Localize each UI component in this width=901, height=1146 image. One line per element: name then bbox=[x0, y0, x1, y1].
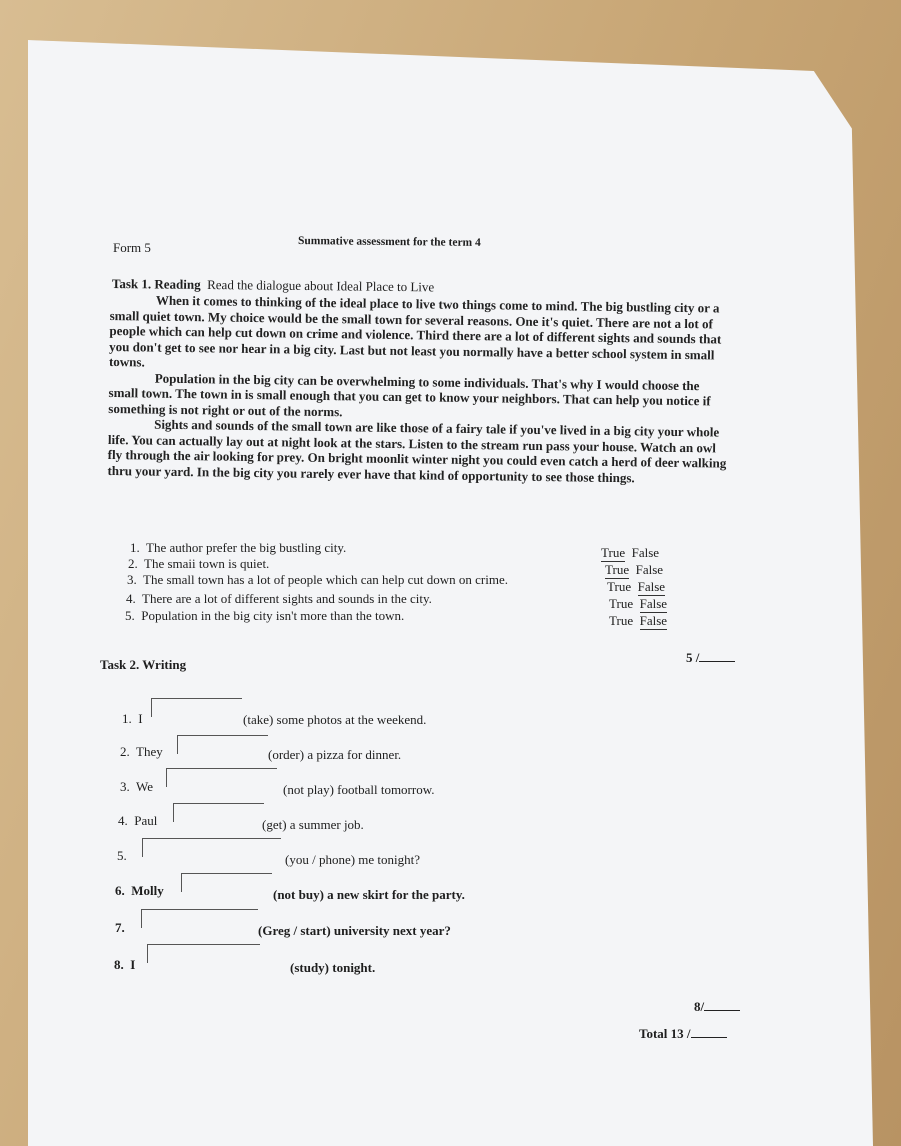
reading-paragraph-2: Population in the big city can be overwhelming to some individuals. That's why I would choose the small town. The town in is small enough that you can get to know your neighbors. That can help you notice if something is not right or out of the norms. bbox=[108, 370, 711, 419]
worksheet-title: Summative assessment for the term 4 bbox=[297, 235, 481, 249]
statement-5: 5. Population in the big city isn't more than the town. bbox=[125, 608, 405, 623]
writing-cue-4: (get) a summer job. bbox=[262, 817, 364, 832]
writing-cue-5: (you / phone) me tonight? bbox=[285, 852, 421, 867]
reading-paragraph-1: When it comes to thinking of the ideal place to live two things come to mind. The big bustling city or a small quiet town. My choice would be the small town for several reasons. One it's quiet. There are not a lot of people which can help cut down on crime and violence. Third there are a lot of different sights and sounds that you don't get to see nor hear in a big city. Last but not least you normally have a better school system in small towns. bbox=[108, 292, 722, 370]
answer-blank-7[interactable] bbox=[141, 909, 258, 928]
task2-score-blank[interactable] bbox=[704, 1010, 740, 1011]
writing-cue-2: (order) a pizza for dinner. bbox=[268, 747, 402, 762]
writing-item-5: 5. bbox=[117, 848, 127, 863]
statement-1: 1. The author prefer the big bustling city. bbox=[130, 540, 347, 555]
task2-score: 8/ bbox=[694, 999, 740, 1015]
tf-choice-3 bbox=[607, 579, 665, 596]
writing-cue-6: (not buy) a new skirt for the party. bbox=[273, 887, 465, 902]
tf-true-1[interactable]: True bbox=[601, 545, 626, 560]
total-score: Total 13 / bbox=[639, 1026, 727, 1042]
tf-true-3[interactable]: True bbox=[607, 579, 632, 594]
statement-3: 3. The small town has a lot of people which can help cut down on crime. bbox=[127, 572, 508, 587]
writing-item-3: 3. We bbox=[120, 779, 154, 794]
tf-false-5[interactable]: False bbox=[639, 613, 668, 628]
writing-item-7: 7. bbox=[115, 920, 125, 935]
writing-item-1: 1. I bbox=[122, 711, 143, 726]
form-label: Form 5 bbox=[113, 240, 151, 255]
tf-false-4[interactable]: False bbox=[639, 596, 668, 611]
answer-blank-2[interactable] bbox=[177, 735, 268, 754]
answer-blank-4[interactable] bbox=[173, 803, 264, 822]
task1-score: 5 / bbox=[686, 650, 735, 666]
answer-blank-6[interactable] bbox=[181, 873, 272, 892]
tf-choice-1 bbox=[601, 545, 659, 562]
task1-label: Task 1. Reading bbox=[111, 276, 201, 292]
answer-blank-5[interactable] bbox=[142, 838, 281, 857]
reading-paragraph-3: Sights and sounds of the small town are like those of a fairy tale if you've lived in a big city your whole life. You can actually lay out at night look at the stars. Listen to the stream run pass your house. Watch an owl fly through the air looking for prey. On bright moonlit winter night you could even catch a herd of deer walking thru your yard. In the big city you rarely ever have that kind of opportunity to see those things. bbox=[107, 416, 727, 485]
task1-score-blank[interactable] bbox=[699, 661, 735, 662]
answer-blank-3[interactable] bbox=[166, 768, 277, 787]
statement-4: 4. There are a lot of different sights and sounds in the city. bbox=[126, 591, 432, 606]
writing-cue-8: (study) tonight. bbox=[290, 960, 376, 975]
writing-item-2: 2. They bbox=[120, 744, 163, 759]
tf-false-3[interactable]: False bbox=[637, 579, 666, 594]
tf-choice-4 bbox=[609, 596, 667, 613]
writing-cue-7: (Greg / start) university next year? bbox=[258, 923, 451, 938]
tf-false-2[interactable]: False bbox=[635, 562, 664, 577]
writing-item-6: 6. Molly bbox=[115, 883, 164, 898]
tf-true-4[interactable]: True bbox=[609, 596, 634, 611]
tf-choice-2 bbox=[605, 562, 663, 579]
tf-true-5[interactable]: True bbox=[609, 613, 634, 628]
task1-instruction: Read the dialogue about Ideal Place to Live bbox=[207, 276, 435, 295]
total-score-blank[interactable] bbox=[691, 1037, 727, 1038]
answer-blank-8[interactable] bbox=[147, 944, 260, 963]
tf-false-1[interactable]: False bbox=[631, 545, 660, 560]
answer-blank-1[interactable] bbox=[151, 698, 242, 717]
reading-text bbox=[107, 292, 730, 487]
writing-cue-1: (take) some photos at the weekend. bbox=[243, 712, 427, 727]
tf-choice-5 bbox=[609, 613, 667, 630]
writing-cue-3: (not play) football tomorrow. bbox=[283, 782, 435, 797]
task2-heading: Task 2. Writing bbox=[100, 657, 187, 672]
statement-2: 2. The smaii town is quiet. bbox=[128, 556, 270, 571]
writing-item-8: 8. I bbox=[114, 957, 136, 972]
tf-true-2[interactable]: True bbox=[605, 562, 630, 577]
writing-item-4: 4. Paul bbox=[118, 813, 158, 828]
